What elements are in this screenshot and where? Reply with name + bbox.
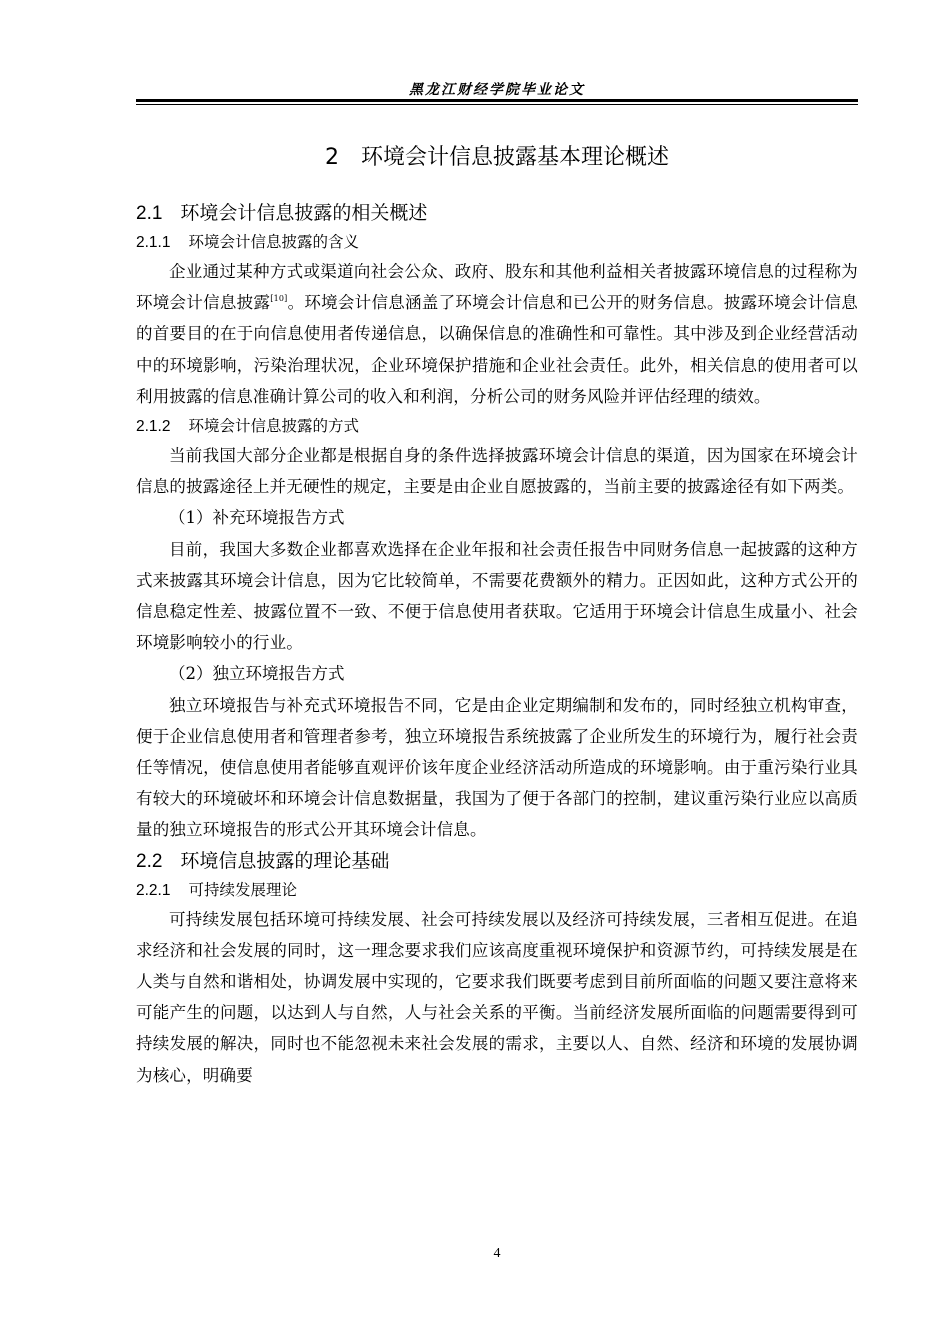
subsection-title: 可持续发展理论	[188, 880, 297, 899]
subsection-number: 2.1.2	[136, 418, 171, 436]
subsection-heading-2-1-1	[136, 228, 858, 256]
paragraph-2-2-1: 可持续发展包括环境可持续发展、社会可持续发展以及经济可持续发展，三者相互促进。在追求经济和社会发展的同时，这一理念要求我们应该高度重视环境保护和资源节约，可持续发展是在人类与自然和谐相处，协调发展中实现的，它要求我们既要考虑到目前所面临的问题又要注意将来可能产生的问题，以达到人与自然，人与社会关系的平衡。当前经济发展所面临的问题需要得到可持续发展的解决，同时也不能忽视未来社会发展的需求，主要以人、自然、经济和环境的发展协调为核心，明确要	[136, 909, 858, 1085]
chapter-title: 环境会计信息披露基本理论概述	[360, 145, 669, 170]
list-item-supplementary-report: （1）补充环境报告方式	[169, 508, 345, 528]
paragraph-2-1-1	[136, 256, 858, 412]
header-rule-thick	[136, 99, 858, 102]
subsection-title: 环境会计信息披露的方式	[188, 417, 359, 436]
subsection-heading-2-2-1	[136, 876, 858, 904]
citation-mark: [10]	[270, 294, 288, 304]
header-rule-thin	[136, 104, 858, 105]
subsection-number: 2.2.1	[136, 881, 171, 899]
paragraph-text: 。环境会计信息涵盖了环境会计信息和已公开的财务信息。披露环境会计信息的首要目的在于向信息使用者传递信息，以确保信息的准确性和可靠性。其中涉及到企业经营活动中的环境影响，污染治理状况，企业环境保护措施和企业社会责任。此外，相关信息的使用者可以利用披露的信息准确计算公司的收入和利润，分析公司的财务风险并评估经理的绩效。	[136, 293, 858, 406]
paragraph-text: 企业通过某种方式或渠道向社会公众、政府、股东和其他利益相关者披露环境信息的过程称为环境会计信息披露	[136, 262, 858, 313]
subsection-title: 环境会计信息披露的含义	[188, 233, 359, 251]
subsection-heading-2-1-2	[136, 412, 858, 440]
page-number: 4	[493, 1246, 501, 1261]
subsection-number: 2.1.1	[136, 234, 171, 251]
section-heading-2-2	[136, 846, 858, 876]
section-heading-2-1	[136, 198, 858, 228]
section-title: 环境会计信息披露的相关概述	[180, 202, 428, 224]
chapter-number: 2	[324, 145, 339, 170]
page-body	[136, 138, 858, 1091]
running-header-title: 黑龙江财经学院毕业论文	[409, 82, 585, 98]
paragraph-2-1-2-intro: 当前我国大部分企业都是根据自身的条件选择披露环境会计信息的渠道，因为国家在环境会计信息的披露途径上并无硬性的规定，主要是由企业自愿披露的，当前主要的披露途径有如下两类。	[136, 446, 858, 497]
section-number: 2.2	[136, 850, 163, 872]
section-number: 2.1	[136, 203, 163, 224]
list-item-independent-report: （2）独立环境报告方式	[169, 664, 345, 684]
chapter-heading	[136, 138, 858, 178]
paragraph-supplementary-report: 目前，我国大多数企业都喜欢选择在企业年报和社会责任报告中同财务信息一起披露的这种方式来披露其环境会计信息，因为它比较简单，不需要花费额外的精力。正因如此，这种方式公开的信息稳定性差、披露位置不一致、不便于信息使用者获取。它适用于环境会计信息生成量小、社会环境影响较小的行业。	[136, 539, 858, 653]
paragraph-independent-report: 独立环境报告与补充式环境报告不同，它是由企业定期编制和发布的，同时经独立机构审查，便于企业信息使用者和管理者参考，独立环境报告系统披露了企业所发生的环境行为，履行社会责任等情况，使信息使用者能够直观评价该年度企业经济活动所造成的环境影响。由于重污染行业具有较大的环境破坏和环境会计信息数据量，我国为了便于各部门的控制，建议重污染行业应以高质量的独立环境报告的形式公开其环境会计信息。	[136, 695, 858, 840]
section-title: 环境信息披露的理论基础	[180, 849, 390, 872]
